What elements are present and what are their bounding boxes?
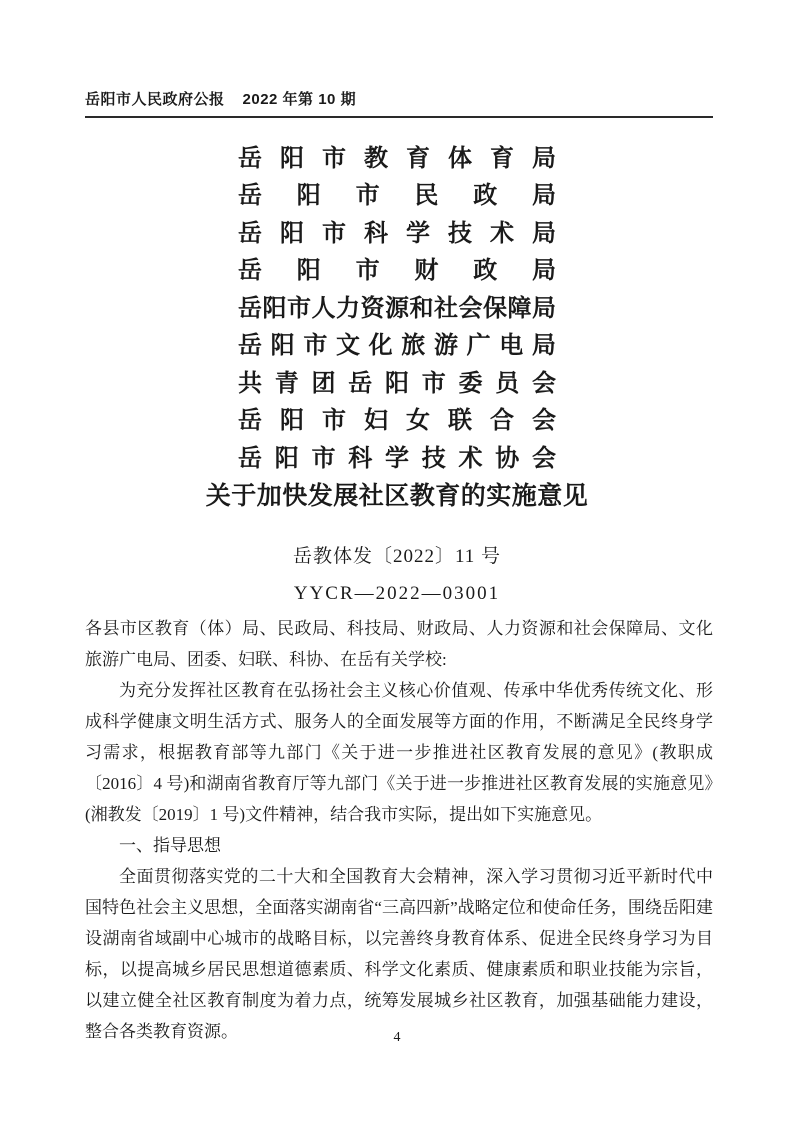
issuer-line: 岳 阳 市 财 政 局	[238, 258, 556, 285]
issuer-line: 岳 阳 市 妇 女 联 合 会	[238, 408, 556, 435]
issuer-line: 岳 阳 市 科 学 技 术 协 会	[238, 445, 556, 472]
document-body	[85, 613, 713, 1047]
issuer-line: 岳 阳 市 文 化 旅 游 广 电 局	[238, 333, 556, 360]
issuer-line: 共 青 团 岳 阳 市 委 员 会	[238, 370, 556, 397]
paragraph-guiding-ideology: 全面贯彻落实党的二十大和全国教育大会精神，深入学习贯彻习近平新时代中国特色社会主义思想，全面落实湖南省“三高四新”战略定位和使命任务，围绕岳阳建设湖南省域副中心城市的战略目标，以完善终身教育体系、促进全民终身学习为目标，以提高城乡居民思想道德素质、科学文化素质、健康素质和职业技能为宗旨，以建立健全社区教育制度为着力点，统筹发展城乡社区教育，加强基础能力建设，整合各类教育资源。	[85, 867, 713, 1041]
document-number: 岳教体发〔2022〕11 号	[292, 546, 502, 567]
paragraph-intro: 为充分发挥社区教育在弘扬社会主义核心价值观、传承中华优秀传统文化、形成科学健康文明生活方式、服务人的全面发展等方面的作用，不断满足全民终身学习需求，根据教育部等九部门《关于进一步推进社区教育发展的意见》(教职成〔2016〕4 号)和湖南省教育厅等九部门《关于进一步推进社区教育发展的实施意见》(湘教发〔2019〕1 号)文件精神，结合我市实际，提出如下实施意见。	[85, 681, 713, 824]
issuer-line: 岳 阳 市 人 力 资 源 和 社 会 保 障 局	[238, 295, 556, 322]
page-number: 4	[393, 1030, 401, 1045]
salutation: 各县市区教育（体）局、民政局、科技局、财政局、人力资源和社会保障局、文化旅游广电局、团委、妇联、科协、在岳有关学校:	[85, 619, 713, 669]
issuer-line: 岳 阳 市 教 育 体 育 局	[238, 145, 556, 172]
running-header	[85, 88, 713, 118]
section-1-heading: 一、指导思想	[119, 836, 221, 855]
issuer-line: 岳 阳 市 科 学 技 术 局	[238, 220, 556, 247]
issue-label: 2022 年第 10 期	[242, 91, 357, 108]
document-title: 关于加快发展社区教育的实施意见	[205, 483, 589, 510]
gazette-title: 岳阳市人民政府公报	[85, 91, 225, 108]
index-number: YYCR—2022—03001	[293, 583, 501, 604]
issuer-line: 岳 阳 市 民 政 局	[238, 183, 556, 210]
issuers-list	[238, 140, 556, 478]
